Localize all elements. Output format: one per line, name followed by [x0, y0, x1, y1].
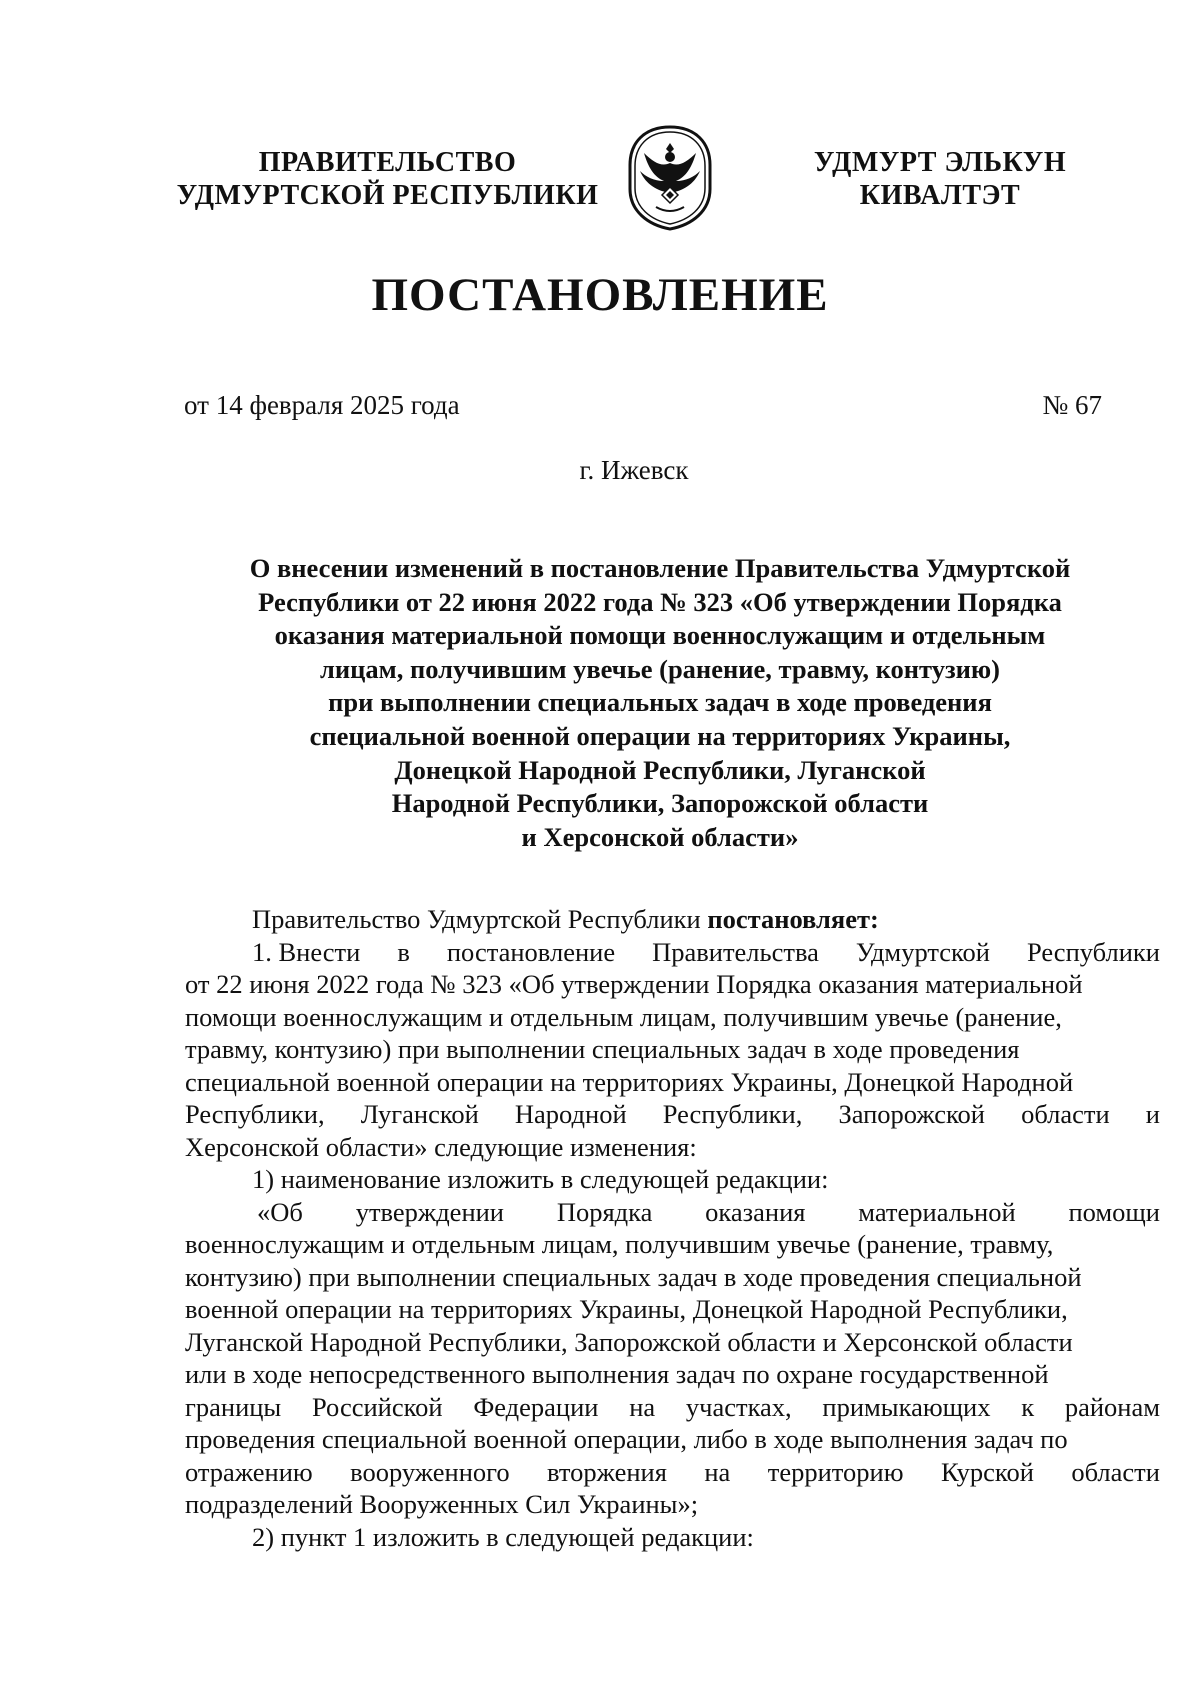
body-line: [185, 1098, 1160, 1131]
body-word: контузию) при выполнении специальных задач в ходе проведения специальной: [185, 1261, 1082, 1292]
body-word: области: [1021, 1099, 1110, 1129]
body-line: [185, 1131, 1160, 1164]
body-word: области: [1071, 1456, 1160, 1487]
body-word: помощи военнослужащим и отдельным лицам, получившим увечье (ранение,: [185, 1001, 1062, 1032]
body-word: Херсонской области» следующие изменения:: [185, 1131, 697, 1162]
body-word: Запорожской: [838, 1099, 985, 1129]
body-word: примыкающих: [822, 1391, 991, 1422]
body-word: 1. Внести: [252, 936, 361, 967]
body-word: в: [397, 936, 410, 967]
header-right-line: УДМУРТ ЭЛЬКУН: [813, 147, 1067, 178]
body-line: [185, 1391, 1160, 1424]
body-word: вторжения: [547, 1456, 667, 1487]
header-left: [175, 146, 600, 212]
title-line: Республики от 22 июня 2022 года № 323 «Об утверждении Порядка: [258, 586, 1062, 617]
body-word: районам: [1064, 1391, 1160, 1422]
body-word: оказания: [705, 1196, 806, 1227]
body-line: [185, 936, 1160, 969]
body-word: подразделений Вооруженных Сил Украины»;: [185, 1489, 699, 1519]
document-city: г. Ижевск: [579, 455, 689, 485]
body-word: травму, контузию) при выполнении специальных задач в ходе проведения: [185, 1034, 1020, 1064]
body-word: Российской: [311, 1391, 443, 1422]
body-word: границы: [185, 1391, 282, 1422]
body-word: на: [704, 1456, 731, 1487]
document-number: № 67: [1042, 390, 1102, 420]
body-line: [185, 1358, 1160, 1391]
body-word: военнослужащим и отдельным лицам, получившим увечье (ранение, травму,: [185, 1229, 1054, 1259]
body-word: Курской: [940, 1456, 1034, 1487]
body-line: [185, 1521, 1160, 1554]
document-body: [185, 903, 1160, 1553]
title-line: специальной военной операции на территориях Украины,: [309, 720, 1011, 751]
body-lines: [185, 936, 1160, 1554]
header-right-line: КИВАЛТЭТ: [859, 180, 1021, 211]
title-line: Народной Республики, Запорожской области: [391, 788, 929, 819]
body-word: вооруженного: [350, 1456, 510, 1487]
header-left-line: ПРАВИТЕЛЬСТВО: [258, 147, 517, 178]
body-word: Федерации: [473, 1391, 599, 1422]
body-line: [185, 1261, 1160, 1294]
body-word: участках,: [685, 1391, 792, 1422]
title-line: Донецкой Народной Республики, Луганской: [394, 754, 926, 785]
body-line: [185, 1033, 1160, 1066]
body-word: военной операции на территориях Украины, Донецкой Народной Республики,: [185, 1294, 1068, 1324]
body-line: [185, 1456, 1160, 1489]
body-line: [185, 1423, 1160, 1456]
title-line: О внесении изменений в постановление Правительства Удмуртской: [249, 553, 1071, 583]
header-right: [810, 146, 1070, 212]
body-word: отражению: [185, 1456, 313, 1487]
body-word: Республики: [1027, 936, 1160, 967]
body-word: Луганской: [360, 1099, 479, 1129]
title-line: лицам, получившим увечье (ранение, травму, контузию): [320, 653, 1000, 684]
body-word: помощи: [1068, 1196, 1160, 1227]
header-left-line: УДМУРТСКОЙ РЕСПУБЛИКИ: [176, 180, 599, 211]
title-line: оказания материальной помощи военнослужащим и отдельным: [274, 620, 1046, 651]
body-word: утверждении: [355, 1196, 504, 1227]
body-line: [185, 1196, 1160, 1229]
body-word: постановление: [446, 936, 616, 967]
body-word: от 22 июня 2022 года № 323 «Об утверждении Порядка оказания материальной: [185, 969, 1083, 999]
body-word: и: [1145, 1099, 1160, 1129]
body-line: [185, 1066, 1160, 1099]
body-word: на: [629, 1391, 656, 1422]
body-word: специальной военной операции на территориях Украины, Донецкой Народной: [185, 1066, 1074, 1097]
coat-of-arms-udmurtia-icon: [626, 123, 714, 233]
document-title: [180, 552, 1140, 854]
title-line: при выполнении специальных задач в ходе проведения: [328, 687, 992, 718]
intro-text: Правительство Удмуртской Республики: [252, 904, 708, 934]
body-word: Луганской Народной Республики, Запорожской области и Херсонской области: [185, 1326, 1073, 1357]
body-word: 1) наименование изложить в следующей редакции:: [252, 1164, 829, 1194]
body-word: материальной: [858, 1196, 1016, 1227]
title-line: и Херсонской области»: [521, 821, 799, 852]
intro-verb: постановляет:: [707, 904, 879, 934]
body-word: Порядка: [556, 1196, 653, 1227]
body-word: Правительства: [652, 936, 819, 967]
body-word: Республики,: [662, 1099, 803, 1129]
body-line: [185, 1293, 1160, 1326]
intro-paragraph: [185, 903, 1160, 936]
body-line: [185, 968, 1160, 1001]
body-line: [185, 1163, 1160, 1196]
body-line: [185, 1001, 1160, 1034]
body-word: или в ходе непосредственного выполнения задач по охране государственной: [185, 1359, 1049, 1389]
body-line: [185, 1326, 1160, 1359]
document-date: от 14 февраля 2025 года: [184, 390, 460, 420]
body-word: территорию: [767, 1456, 904, 1487]
body-word: Народной: [514, 1099, 627, 1129]
body-line: [185, 1488, 1160, 1521]
document-type: ПОСТАНОВЛЕНИЕ: [371, 269, 829, 321]
body-word: «Об: [257, 1196, 303, 1227]
body-line: [185, 1228, 1160, 1261]
body-word: проведения специальной военной операции, либо в ходе выполнения задач по: [185, 1424, 1068, 1454]
body-word: Удмуртской: [855, 936, 990, 967]
body-word: 2) пункт 1 изложить в следующей редакции:: [252, 1521, 754, 1552]
body-word: Республики,: [185, 1099, 325, 1129]
body-word: к: [1021, 1391, 1035, 1422]
